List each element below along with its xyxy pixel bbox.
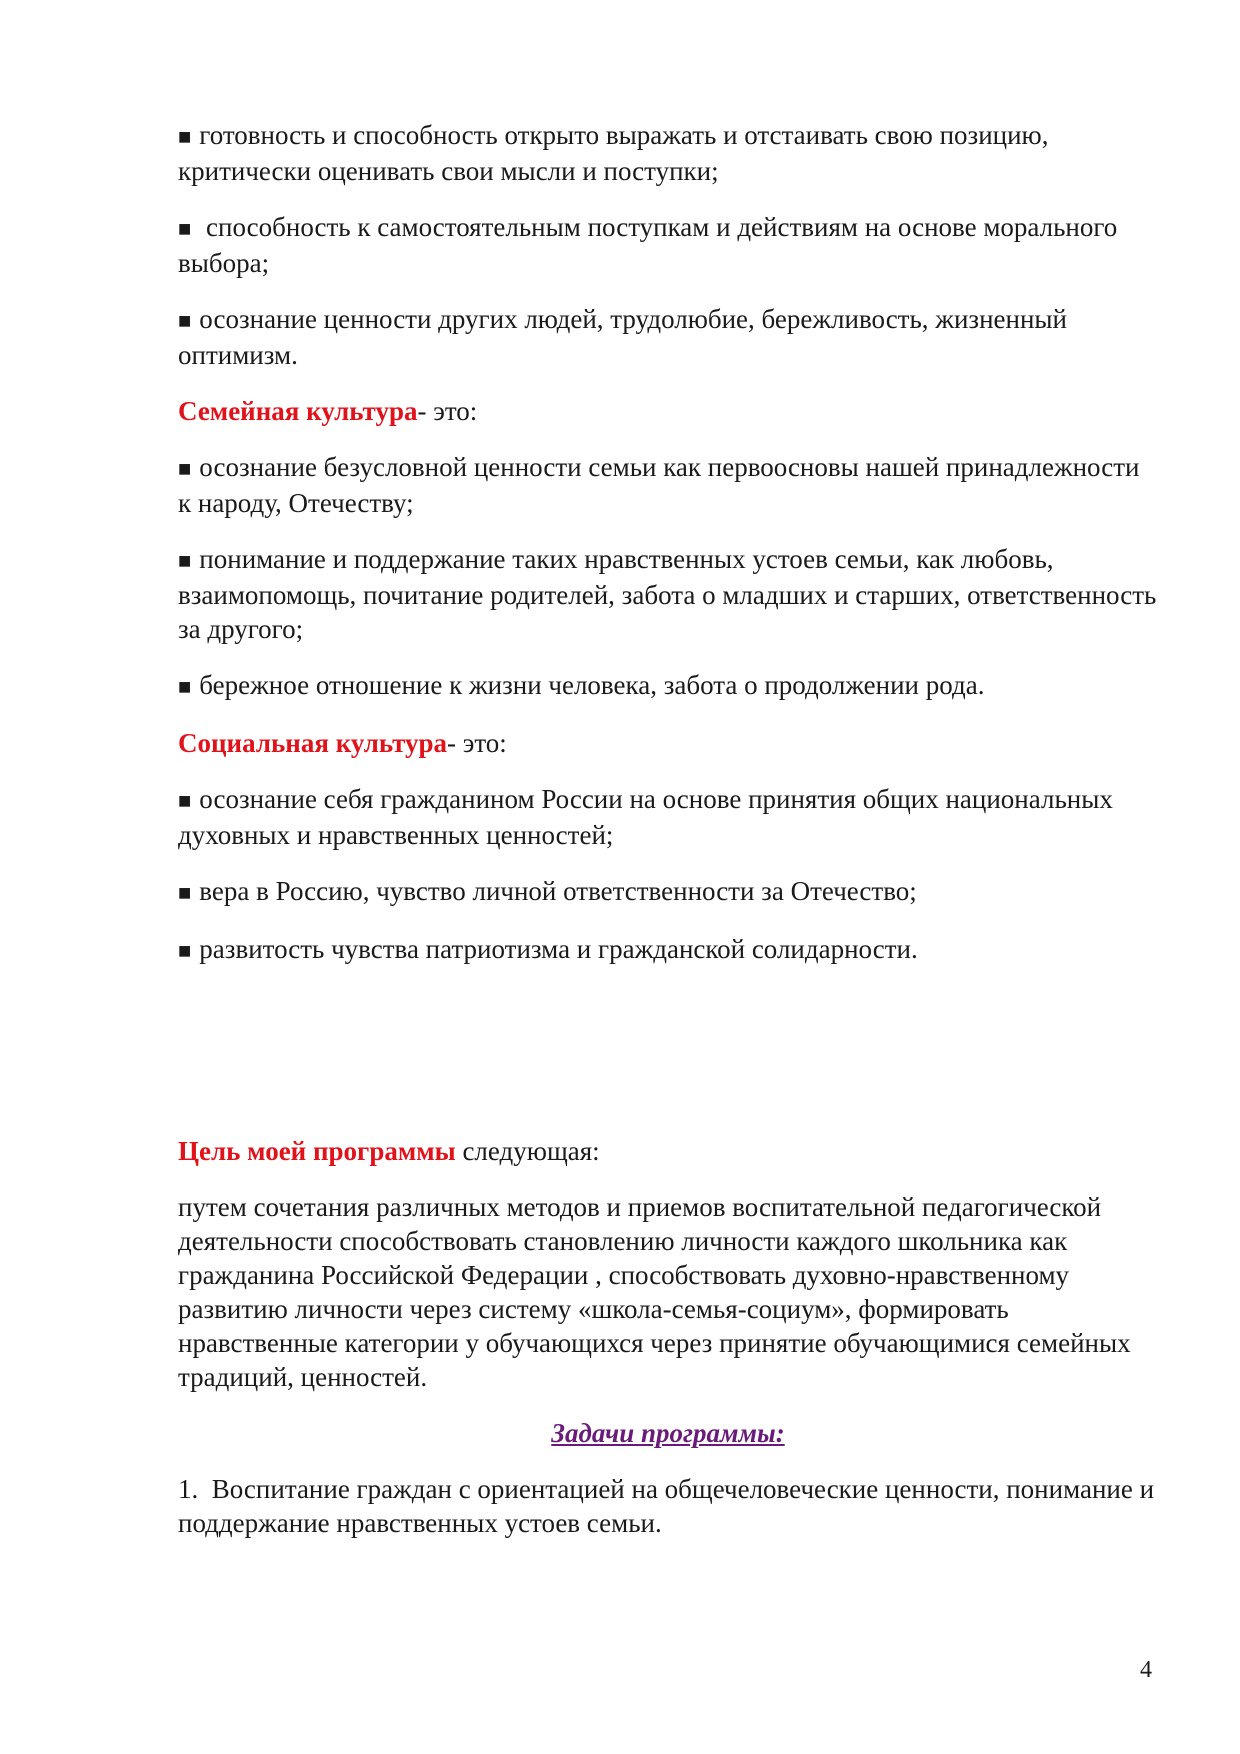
goal-title: Цель моей программы (178, 1136, 456, 1166)
intro-bullet-1 (178, 118, 1158, 188)
social-section-heading (178, 726, 1158, 760)
bullet-text: способность к самостоятельным поступкам и действиям на основе морального выбора; (178, 212, 1118, 278)
intro-bullet-2 (178, 210, 1158, 280)
bullet-text: вера в Россию, чувство личной ответственности за Отечество; (199, 876, 917, 906)
bullet-text: осознание безусловной ценности семьи как первоосновы нашей принадлежности к народу, Отечеству; (178, 452, 1140, 518)
social-section-suffix: - это: (447, 728, 507, 758)
tasks-title: Задачи программы: (551, 1418, 785, 1448)
bullet-square-icon: ■ (178, 548, 192, 573)
task-item-1 (178, 1472, 1158, 1540)
family-bullet-2 (178, 542, 1158, 646)
family-bullet-3 (178, 668, 1158, 704)
bullet-text: осознание себя гражданином России на основе принятия общих национальных духовных и нравственных ценностей; (178, 784, 1113, 850)
social-bullet-2 (178, 874, 1158, 910)
bullet-square-icon: ■ (178, 788, 192, 813)
bullet-square-icon: ■ (178, 308, 192, 333)
goal-text: путем сочетания различных методов и приемов воспитательной педагогической деятельности способствовать становлению личности каждого школьника как гражданина Российской Федерации , способствовать духовно-нравственному развитию личности через систему «школа-семья-социум», формировать нравственные категории у обучающихся через принятие обучающимися семейных традиций, ценностей. (178, 1192, 1131, 1392)
family-section-suffix: - это: (417, 396, 478, 426)
bullet-square-icon: ■ (178, 674, 192, 699)
bullet-text: понимание и поддержание таких нравственных устоев семьи, как любовь, взаимопомощь, почитание родителей, забота о младших и старших, ответственность за другого; (178, 544, 1157, 644)
task-text: Воспитание граждан с ориентацией на общечеловеческие ценности, понимание и поддержание нравственных устоев семьи. (178, 1474, 1155, 1538)
bullet-square-icon: ■ (178, 124, 192, 149)
page-number: 4 (1140, 1657, 1152, 1683)
goal-heading (178, 1134, 1158, 1168)
social-section-title: Социальная культура (178, 728, 448, 758)
bullet-square-icon: ■ (178, 216, 192, 241)
document-page (178, 118, 1158, 1540)
bullet-square-icon: ■ (178, 938, 192, 963)
bullet-text: развитость чувства патриотизма и гражданской солидарности. (199, 934, 918, 964)
bullet-text: осознание ценности других людей, трудолюбие, бережливость, жизненный оптимизм. (178, 304, 1067, 370)
bullet-square-icon: ■ (178, 880, 192, 905)
social-bullet-1 (178, 782, 1158, 852)
bullet-text: готовность и способность открыто выражать и отстаивать свою позицию, критически оценивать свои мысли и поступки; (178, 120, 1049, 186)
family-bullet-1 (178, 450, 1158, 520)
family-section-heading (178, 394, 1158, 428)
intro-bullet-3 (178, 302, 1158, 372)
bullet-text: бережное отношение к жизни человека, забота о продолжении рода. (199, 670, 985, 700)
goal-suffix: следующая: (455, 1136, 600, 1166)
task-number: 1. (178, 1474, 199, 1504)
social-bullet-3 (178, 932, 1158, 968)
bullet-square-icon: ■ (178, 456, 192, 481)
family-section-title: Семейная культура (178, 396, 418, 426)
